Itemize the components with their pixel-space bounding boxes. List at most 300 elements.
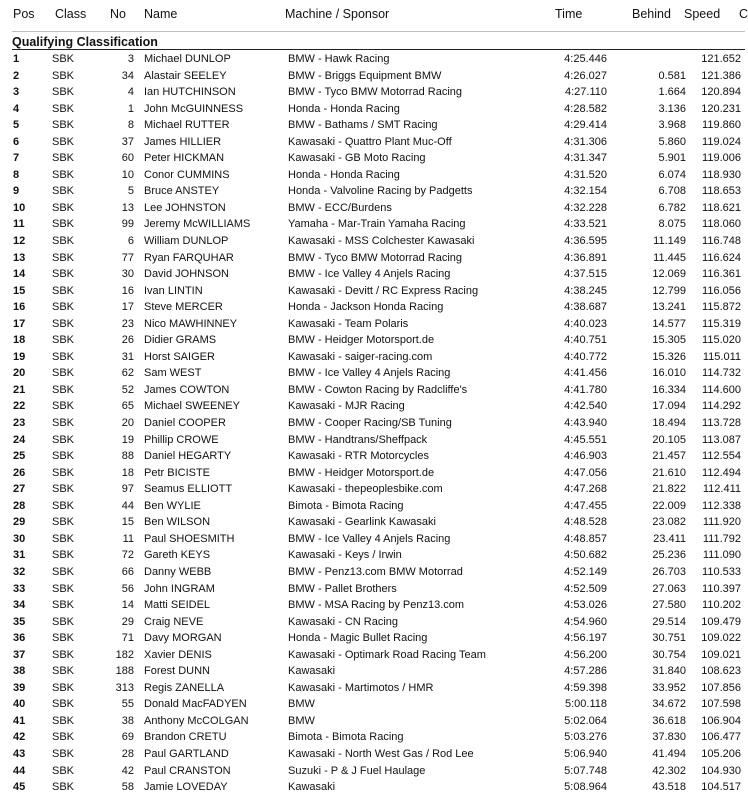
cell-speed: 115.319 [702, 317, 741, 330]
cell-pos: 6 [13, 135, 20, 148]
cell-machine-sponsor: Kawasaki - North West Gas / Rod Lee [288, 747, 474, 760]
cell-pos: 12 [13, 235, 26, 248]
cell-time: 4:50.682 [564, 549, 607, 562]
cell-time: 4:41.456 [564, 367, 607, 380]
cell-rider-name: Ivan LINTIN [144, 284, 203, 297]
cell-behind: 27.063 [652, 582, 686, 595]
cell-speed: 110.202 [702, 599, 741, 612]
cell-number: 23 [121, 317, 134, 330]
cell-rider-name: Brandon CRETU [144, 731, 227, 744]
cell-time: 4:31.347 [564, 152, 607, 165]
cell-number: 69 [121, 731, 134, 744]
cell-speed: 119.860 [702, 119, 741, 132]
cell-class: SBK [52, 764, 75, 777]
cell-time: 4:32.154 [564, 185, 607, 198]
cell-speed: 106.904 [701, 714, 741, 727]
cell-class: SBK [52, 53, 75, 65]
cell-pos: 7 [13, 152, 20, 165]
cell-machine-sponsor: Kawasaki - thepeoplesbike.com [288, 483, 443, 496]
header-extra: C [739, 7, 748, 21]
cell-number: 60 [121, 152, 134, 165]
table-header [0, 0, 748, 30]
header-time: Time [555, 7, 583, 21]
table-row [0, 415, 745, 432]
cell-time: 4:47.455 [564, 499, 607, 512]
cell-time: 4:31.520 [564, 168, 607, 181]
cell-time: 4:38.245 [564, 284, 607, 297]
section-title: Qualifying Classification [12, 35, 158, 49]
cell-pos: 35 [13, 615, 26, 628]
cell-speed: 118.930 [702, 168, 741, 181]
cell-rider-name: Michael SWEENEY [144, 400, 240, 413]
cell-machine-sponsor: BMW - Bathams / SMT Racing [288, 119, 438, 132]
cell-class: SBK [52, 185, 75, 198]
cell-machine-sponsor: Honda - Jackson Honda Racing [288, 301, 444, 314]
cell-pos: 39 [13, 681, 26, 694]
cell-number: 29 [121, 615, 134, 628]
cell-time: 4:31.306 [564, 135, 607, 148]
table-row [0, 432, 745, 449]
table-row [0, 729, 745, 746]
cell-rider-name: Paul CRANSTON [144, 764, 231, 777]
table-row [0, 547, 745, 564]
cell-machine-sponsor: BMW - Cowton Racing by Radcliffe's [288, 383, 468, 396]
cell-speed: 109.479 [701, 615, 741, 628]
header-no: No [110, 7, 126, 21]
cell-rider-name: Jamie LOVEDAY [144, 781, 228, 794]
cell-pos: 24 [13, 433, 26, 446]
cell-number: 30 [121, 268, 134, 281]
table-row [0, 183, 745, 200]
cell-machine-sponsor: BMW - MSA Racing by Penz13.com [288, 599, 465, 612]
table-row [0, 746, 745, 763]
cell-behind: 23.082 [652, 516, 686, 529]
cell-machine-sponsor: BMW - ECC/Burdens [288, 201, 392, 214]
cell-class: SBK [52, 499, 75, 512]
cell-machine-sponsor: BMW - Ice Valley 4 Anjels Racing [288, 367, 451, 380]
cell-machine-sponsor: Kawasaki - Team Polaris [288, 317, 409, 330]
cell-number: 13 [121, 201, 134, 214]
cell-class: SBK [52, 549, 75, 562]
cell-number: 31 [121, 350, 134, 363]
cell-behind: 6.074 [658, 168, 686, 181]
cell-pos: 3 [13, 86, 20, 99]
cell-class: SBK [52, 301, 75, 314]
table-row [0, 365, 745, 382]
cell-class: SBK [52, 516, 75, 529]
table-row [0, 597, 745, 614]
table-row [0, 266, 745, 283]
cell-rider-name: Horst SAIGER [144, 350, 215, 363]
cell-rider-name: Michael RUTTER [144, 119, 230, 132]
cell-class: SBK [52, 350, 75, 363]
cell-time: 4:33.521 [564, 218, 607, 231]
cell-speed: 116.748 [702, 235, 741, 248]
cell-pos: 11 [13, 218, 25, 231]
cell-time: 4:29.414 [564, 119, 607, 132]
cell-class: SBK [52, 747, 75, 760]
header-machine: Machine / Sponsor [285, 7, 390, 21]
header-class: Class [55, 7, 87, 21]
cell-behind: 30.751 [652, 632, 686, 645]
cell-time: 5:06.940 [564, 747, 607, 760]
cell-number: 38 [121, 714, 134, 727]
cell-number: 14 [121, 599, 134, 612]
cell-class: SBK [52, 317, 75, 330]
cell-class: SBK [52, 102, 75, 115]
cell-number: 72 [121, 549, 134, 562]
cell-rider-name: John INGRAM [144, 582, 215, 595]
cell-rider-name: Lee JOHNSTON [144, 201, 226, 214]
cell-class: SBK [52, 532, 75, 545]
cell-pos: 26 [13, 466, 26, 479]
cell-time: 4:28.582 [564, 102, 607, 115]
table-row [0, 68, 745, 85]
cell-class: SBK [52, 268, 75, 281]
cell-number: 52 [121, 383, 134, 396]
cell-speed: 116.624 [702, 251, 741, 264]
cell-rider-name: Sam WEST [144, 367, 202, 380]
cell-machine-sponsor: BMW - Penz13.com BMW Motorrad [288, 565, 463, 578]
cell-rider-name: Ryan FARQUHAR [144, 251, 234, 264]
cell-rider-name: Regis ZANELLA [144, 681, 225, 694]
cell-time: 4:56.197 [564, 632, 607, 645]
cell-speed: 121.386 [701, 69, 741, 82]
cell-pos: 5 [13, 119, 20, 132]
cell-time: 5:08.964 [564, 781, 607, 794]
cell-class: SBK [52, 433, 75, 446]
cell-pos: 34 [13, 599, 26, 612]
cell-speed: 110.533 [702, 565, 741, 578]
cell-pos: 2 [13, 69, 20, 82]
cell-time: 4:27.110 [564, 86, 607, 99]
cell-behind: 37.830 [652, 731, 686, 744]
cell-speed: 106.477 [701, 731, 741, 744]
cell-number: 44 [121, 499, 134, 512]
cell-time: 5:07.748 [564, 764, 607, 777]
cell-pos: 22 [13, 400, 26, 413]
table-row [0, 316, 745, 333]
cell-rider-name: Conor CUMMINS [144, 168, 230, 181]
cell-machine-sponsor: Kawasaki - Gearlink Kawasaki [288, 516, 436, 529]
cell-rider-name: Daniel HEGARTY [144, 450, 232, 463]
cell-rider-name: Michael DUNLOP [144, 53, 231, 65]
cell-number: 6 [127, 235, 134, 248]
cell-pos: 13 [13, 251, 26, 264]
cell-time: 4:40.023 [564, 317, 607, 330]
header-behind: Behind [632, 7, 671, 21]
cell-class: SBK [52, 731, 75, 744]
cell-time: 4:25.446 [564, 53, 607, 65]
cell-speed: 118.060 [702, 218, 741, 231]
cell-rider-name: Jeremy McWILLIAMS [144, 218, 251, 231]
cell-behind: 3.968 [658, 119, 686, 132]
table-row [0, 614, 745, 631]
cell-behind: 5.901 [658, 152, 686, 165]
cell-class: SBK [52, 582, 75, 595]
cell-time: 4:40.751 [564, 334, 607, 347]
cell-pos: 4 [13, 102, 20, 115]
cell-class: SBK [52, 218, 75, 231]
table-row [0, 779, 745, 796]
cell-behind: 16.010 [652, 367, 686, 380]
cell-speed: 114.292 [702, 400, 741, 413]
cell-class: SBK [52, 565, 75, 578]
cell-number: 18 [121, 466, 134, 479]
cell-speed: 112.411 [702, 483, 741, 496]
table-row [0, 481, 745, 498]
cell-class: SBK [52, 665, 75, 678]
cell-pos: 18 [13, 334, 26, 347]
cell-class: SBK [52, 168, 75, 181]
cell-number: 1 [127, 102, 134, 115]
cell-speed: 118.653 [702, 185, 741, 198]
cell-behind: 30.754 [652, 648, 686, 661]
cell-class: SBK [52, 235, 75, 248]
cell-number: 3 [127, 53, 134, 65]
cell-number: 28 [121, 747, 134, 760]
table-row [0, 382, 745, 399]
cell-number: 10 [121, 168, 134, 181]
cell-pos: 1 [13, 53, 20, 65]
table-row [0, 398, 745, 415]
cell-pos: 28 [13, 499, 26, 512]
cell-time: 4:36.891 [564, 251, 607, 264]
cell-machine-sponsor: BMW [288, 714, 315, 727]
cell-rider-name: David JOHNSON [144, 268, 229, 281]
cell-number: 77 [121, 251, 134, 264]
cell-pos: 33 [13, 582, 26, 595]
table-row [0, 514, 745, 531]
cell-machine-sponsor: Honda - Honda Racing [288, 102, 400, 115]
cell-behind: 13.241 [652, 301, 686, 314]
cell-pos: 36 [13, 632, 26, 645]
cell-pos: 16 [13, 301, 26, 314]
cell-behind: 43.518 [652, 781, 686, 794]
cell-time: 5:03.276 [564, 731, 607, 744]
cell-speed: 119.024 [702, 135, 741, 148]
header-speed: Speed [684, 7, 721, 21]
cell-class: SBK [52, 119, 75, 132]
cell-machine-sponsor: BMW - Heidger Motorsport.de [288, 334, 435, 347]
cell-machine-sponsor: BMW - Heidger Motorsport.de [288, 466, 435, 479]
cell-class: SBK [52, 632, 75, 645]
cell-behind: 18.494 [652, 417, 686, 430]
cell-rider-name: Ian HUTCHINSON [144, 86, 236, 99]
cell-time: 4:56.200 [564, 648, 607, 661]
cell-time: 5:02.064 [564, 714, 607, 727]
cell-time: 4:41.780 [564, 383, 607, 396]
cell-machine-sponsor: Honda - Magic Bullet Racing [288, 632, 428, 645]
cell-pos: 29 [13, 516, 26, 529]
cell-rider-name: Xavier DENIS [144, 648, 212, 661]
cell-behind: 17.094 [652, 400, 686, 413]
cell-speed: 110.397 [702, 582, 741, 595]
cell-rider-name: Matti SEIDEL [144, 599, 211, 612]
cell-speed: 111.792 [702, 532, 741, 545]
cell-behind: 6.782 [658, 201, 686, 214]
cell-behind: 12.799 [652, 284, 686, 297]
cell-pos: 20 [13, 367, 26, 380]
cell-number: 37 [121, 135, 134, 148]
cell-machine-sponsor: Yamaha - Mar-Train Yamaha Racing [288, 218, 466, 231]
cell-rider-name: Daniel COOPER [144, 417, 226, 430]
cell-rider-name: Phillip CROWE [144, 433, 219, 446]
cell-behind: 23.411 [653, 532, 686, 545]
cell-speed: 115.872 [702, 301, 741, 314]
cell-time: 4:54.960 [564, 615, 607, 628]
cell-speed: 118.621 [702, 201, 741, 214]
cell-number: 66 [121, 565, 134, 578]
cell-machine-sponsor: BMW - Ice Valley 4 Anjels Racing [288, 532, 451, 545]
cell-class: SBK [52, 383, 75, 396]
cell-time: 4:32.228 [564, 201, 607, 214]
cell-behind: 21.457 [652, 450, 686, 463]
cell-rider-name: Forest DUNN [144, 665, 211, 678]
cell-behind: 3.136 [658, 102, 686, 115]
cell-pos: 30 [13, 532, 26, 545]
cell-class: SBK [52, 251, 75, 264]
table-row [0, 101, 745, 118]
table-row [0, 663, 745, 680]
cell-speed: 107.856 [701, 681, 741, 694]
table-row [0, 250, 745, 267]
cell-rider-name: Steve MERCER [144, 301, 223, 314]
cell-machine-sponsor: Kawasaki [288, 781, 336, 794]
cell-machine-sponsor: BMW - Pallet Brothers [288, 582, 397, 595]
cell-pos: 42 [13, 731, 26, 744]
cell-time: 4:40.772 [564, 350, 607, 363]
cell-behind: 25.236 [652, 549, 686, 562]
cell-rider-name: Didier GRAMS [144, 334, 217, 347]
cell-machine-sponsor: Kawasaki - Devitt / RC Express Racing [288, 284, 479, 297]
cell-class: SBK [52, 135, 75, 148]
cell-behind: 15.305 [652, 334, 686, 347]
cell-class: SBK [52, 698, 75, 711]
cell-class: SBK [52, 400, 75, 413]
cell-number: 55 [121, 698, 134, 711]
cell-time: 4:48.857 [564, 532, 607, 545]
cell-behind: 21.822 [652, 483, 686, 496]
cell-speed: 115.020 [702, 334, 741, 347]
cell-machine-sponsor: BMW - Tyco BMW Motorrad Racing [288, 251, 462, 264]
cell-pos: 45 [13, 781, 26, 794]
cell-pos: 25 [13, 450, 26, 463]
cell-rider-name: Alastair SEELEY [144, 69, 227, 82]
cell-time: 4:57.286 [564, 665, 607, 678]
cell-number: 62 [121, 367, 134, 380]
table-row [0, 465, 745, 482]
table-row [0, 349, 745, 366]
cell-number: 313 [115, 681, 134, 694]
cell-behind: 15.326 [652, 350, 686, 363]
cell-machine-sponsor: Kawasaki - MSS Colchester Kawasaki [288, 235, 475, 248]
cell-pos: 17 [13, 317, 26, 330]
cell-time: 4:52.149 [564, 565, 607, 578]
table-row [0, 332, 745, 349]
table-row [0, 283, 745, 300]
cell-machine-sponsor: BMW - Briggs Equipment BMW [288, 69, 442, 82]
header-divider [12, 31, 745, 32]
cell-number: 26 [121, 334, 134, 347]
cell-behind: 26.703 [652, 565, 686, 578]
cell-rider-name: Peter HICKMAN [144, 152, 225, 165]
cell-number: 19 [121, 433, 134, 446]
classification-table [0, 51, 745, 796]
cell-behind: 29.514 [652, 615, 686, 628]
cell-behind: 41.494 [652, 747, 686, 760]
cell-time: 4:26.027 [564, 69, 607, 82]
cell-machine-sponsor: Kawasaki - Quattro Plant Muc-Off [288, 135, 452, 148]
table-row [0, 167, 745, 184]
cell-time: 4:36.595 [564, 235, 607, 248]
cell-machine-sponsor: Kawasaki - MJR Racing [288, 400, 405, 413]
cell-time: 4:43.940 [564, 417, 607, 430]
cell-class: SBK [52, 714, 75, 727]
cell-pos: 27 [13, 483, 26, 496]
cell-number: 58 [121, 781, 134, 794]
cell-class: SBK [52, 284, 75, 297]
cell-machine-sponsor: Bimota - Bimota Racing [288, 731, 404, 744]
cell-time: 4:47.056 [564, 466, 607, 479]
cell-behind: 21.610 [652, 466, 686, 479]
cell-number: 4 [127, 86, 134, 99]
cell-time: 4:46.903 [564, 450, 607, 463]
cell-number: 88 [121, 450, 134, 463]
cell-behind: 1.664 [658, 86, 686, 99]
header-pos: Pos [13, 7, 35, 21]
cell-class: SBK [52, 86, 75, 99]
table-row [0, 200, 745, 217]
cell-rider-name: Donald MacFADYEN [144, 698, 247, 711]
cell-rider-name: Paul SHOESMITH [144, 532, 235, 545]
cell-number: 188 [115, 665, 134, 678]
cell-number: 182 [115, 648, 134, 661]
cell-behind: 27.580 [652, 599, 686, 612]
cell-rider-name: Gareth KEYS [144, 549, 211, 562]
table-row [0, 233, 745, 250]
cell-number: 65 [121, 400, 134, 413]
cell-machine-sponsor: Kawasaki - Optimark Road Racing Team [288, 648, 486, 661]
cell-machine-sponsor: Kawasaki - GB Moto Racing [288, 152, 426, 165]
cell-rider-name: James HILLIER [144, 135, 222, 148]
cell-speed: 111.920 [702, 516, 741, 529]
cell-pos: 38 [13, 665, 26, 678]
cell-time: 4:52.509 [564, 582, 607, 595]
cell-number: 97 [121, 483, 134, 496]
cell-time: 5:00.118 [564, 698, 607, 711]
cell-machine-sponsor: Kawasaki - Keys / Irwin [288, 549, 402, 562]
cell-pos: 8 [13, 168, 20, 181]
cell-behind: 14.577 [652, 317, 686, 330]
cell-class: SBK [52, 417, 75, 430]
cell-class: SBK [52, 334, 75, 347]
cell-speed: 116.056 [702, 284, 741, 297]
cell-pos: 44 [13, 764, 26, 777]
cell-rider-name: Petr BICISTE [144, 466, 211, 479]
table-row [0, 680, 745, 697]
table-row [0, 564, 745, 581]
cell-class: SBK [52, 152, 75, 165]
table-row [0, 763, 745, 780]
cell-time: 4:42.540 [564, 400, 607, 413]
table-row [0, 630, 745, 647]
cell-pos: 43 [13, 747, 26, 760]
cell-rider-name: Paul GARTLAND [144, 747, 229, 760]
cell-rider-name: Nico MAWHINNEY [144, 317, 238, 330]
cell-number: 8 [127, 119, 134, 132]
cell-speed: 109.022 [701, 632, 741, 645]
